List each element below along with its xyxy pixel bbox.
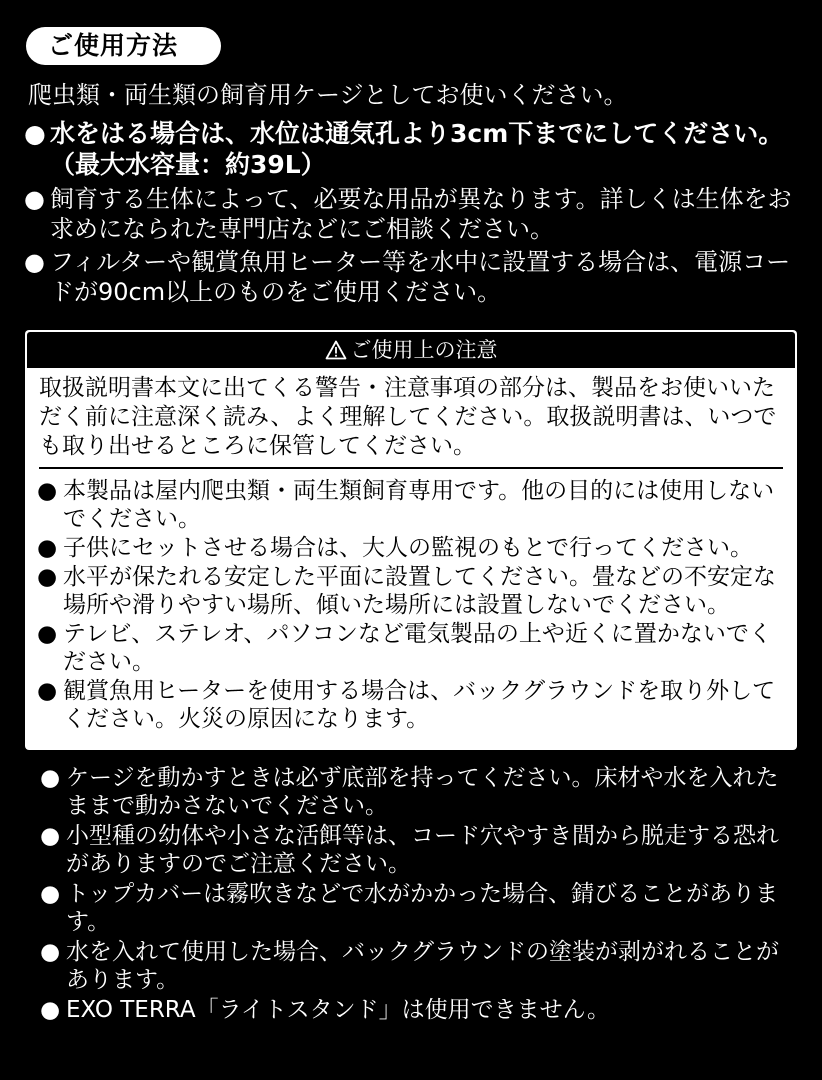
list-item-text: ケージを動かすときは必ず底部を持ってください。床材や水を入れたままで動かさないでください。 (66, 765, 779, 819)
bullet-icon: ● (24, 119, 46, 148)
bullet-icon: ● (40, 881, 61, 907)
list-item-text: 観賞魚用ヒーターを使用する場合は、バックグラウンドを取り外してください。火災の原因になります。 (63, 678, 776, 732)
list-item (40, 822, 800, 878)
list-item-text: 本製品は屋内爬虫類・両生類飼育専用です。他の目的には使用しないでください。 (63, 478, 775, 532)
bullet-icon: ● (40, 823, 61, 849)
caution-header (27, 332, 795, 368)
bullet-icon: ● (24, 248, 45, 276)
notes-list (40, 764, 800, 1026)
list-item (24, 247, 809, 307)
list-item (24, 184, 809, 244)
bullet-icon: ● (37, 564, 58, 590)
list-item-text: 子供にセットさせる場合は、大人の監視のもとで行ってください。 (63, 535, 753, 561)
list-item (37, 534, 785, 562)
list-item-text: 小型種の幼体や小さな活餌等は、コード穴やすき間から脱走する恐れがありますのでご注意ください。 (66, 823, 779, 877)
list-item (40, 764, 800, 820)
bullet-icon: ● (40, 997, 61, 1023)
caution-title: ご使用上の注意 (350, 338, 498, 362)
list-item-text: EXO TERRA「ライトスタンド」は使用できません。 (66, 997, 611, 1023)
list-item-text: 飼育する生体によって、必要な用品が異なります。詳しくは生体をお求めになられた専門店などにご相談ください。 (50, 185, 792, 243)
list-item (40, 996, 800, 1024)
bullet-icon: ● (40, 939, 61, 965)
list-item (37, 677, 785, 733)
list-item (37, 477, 785, 533)
usage-intro: 爬虫類・両生類の飼育用ケージとしてお使いください。 (28, 81, 628, 109)
list-item-text: 水を入れて使用した場合、バックグラウンドの塗装が剥がれることがあります。 (66, 939, 779, 993)
list-item (37, 620, 785, 676)
bullet-icon: ● (37, 478, 58, 504)
usage-heading: ご使用方法 (26, 27, 221, 65)
bullet-icon: ● (37, 678, 58, 704)
bullet-icon: ● (24, 185, 45, 213)
list-item (24, 118, 809, 180)
list-item-text: トップカバーは霧吹きなどで水がかかった場合、錆びることがあります。 (66, 881, 779, 935)
caution-list (37, 477, 785, 733)
usage-list (24, 118, 809, 310)
bullet-icon: ● (37, 535, 58, 561)
list-item (40, 880, 800, 936)
caution-intro: 取扱説明書本文に出てくる警告・注意事項の部分は、製品をお使いいただく前に注意深く読み、よく理解してください。取扱説明書は、いつでも取り出せるところに保管してください。 (39, 374, 783, 469)
warning-triangle-icon (325, 335, 347, 371)
list-item-text: フィルターや観賞魚用ヒーター等を水中に設置する場合は、電源コードが90cm以上のものをご使用ください。 (50, 248, 791, 306)
list-item-text: 水をはる場合は、水位は通気孔より3cm下までにしてください。（最大水容量：約39L） (50, 119, 784, 179)
bullet-icon: ● (40, 765, 61, 791)
bullet-icon: ● (37, 621, 58, 647)
list-item (40, 938, 800, 994)
caution-panel (25, 330, 797, 750)
list-item (37, 563, 785, 619)
list-item-text: 水平が保たれる安定した平面に設置してください。畳などの不安定な場所や滑りやすい場所、傾いた場所には設置しないでください。 (63, 564, 776, 618)
list-item-text: テレビ、ステレオ、パソコンなど電気製品の上や近くに置かないでください。 (63, 621, 772, 675)
